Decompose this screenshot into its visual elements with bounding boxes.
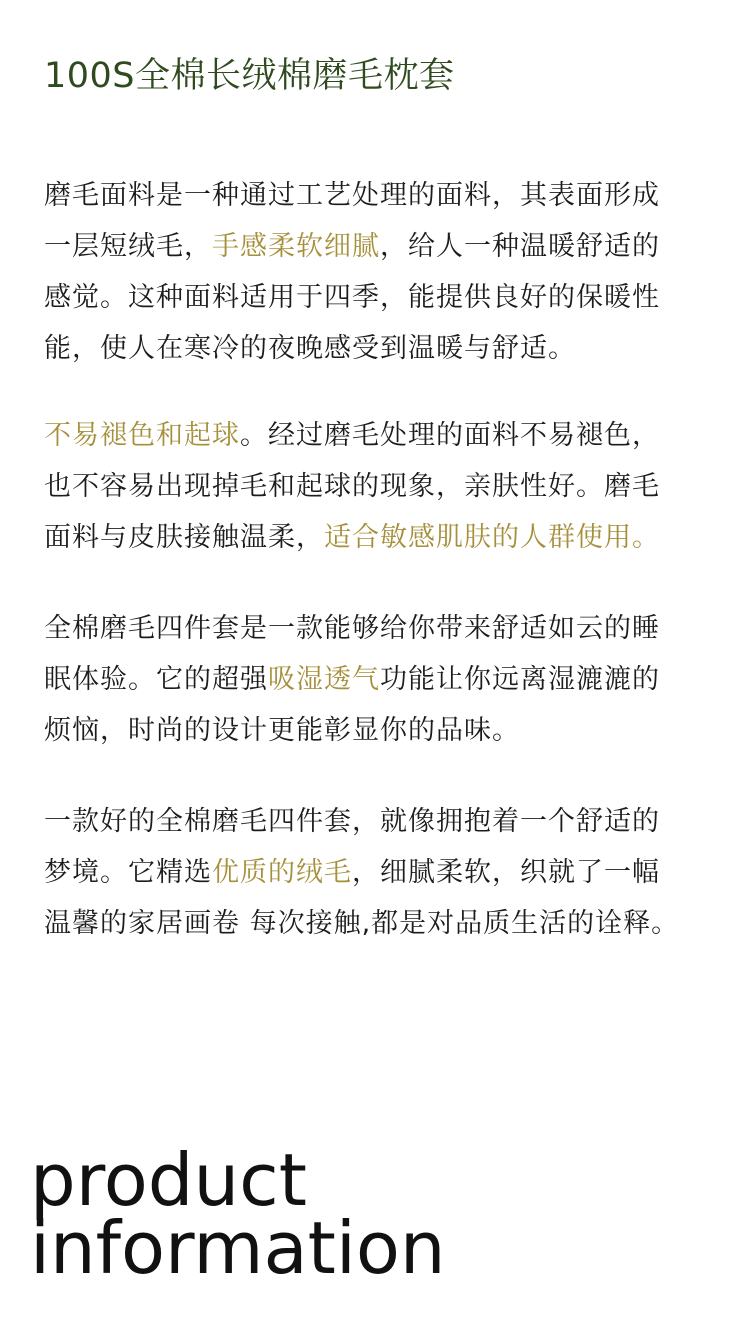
body-text: 一款好的全棉磨毛四件套，就像拥抱着一个舒适的 (44, 806, 660, 837)
product-information-heading (30, 1138, 446, 1290)
body-text: 烦恼，时尚的设计更能彰显你的品味。 (44, 715, 520, 746)
text-line (44, 221, 720, 272)
body-text: ，细腻柔软，织就了一幅 (352, 857, 660, 888)
body-text: 磨毛面料是一种通过工艺处理的面料，其表面形成 (44, 180, 660, 211)
text-line (44, 898, 720, 949)
body-text: 能，使人在寒冷的夜晚感受到温暖与舒适。 (44, 333, 576, 364)
text-line (44, 705, 720, 756)
body-text: 一层短绒毛， (44, 231, 212, 262)
paragraph-brushed-fabric (44, 170, 720, 374)
text-line (44, 847, 720, 898)
paragraph-quality-fleece (44, 796, 720, 949)
body-text: ，给人一种温暖舒适的 (380, 231, 660, 262)
body-text: 眠体验。它的超强 (44, 664, 268, 695)
page-title: 100S全棉长绒棉磨毛枕套 (44, 56, 455, 96)
body-text: 功能让你远离湿漉漉的 (380, 664, 660, 695)
text-line (44, 603, 720, 654)
text-line (44, 410, 720, 461)
body-text: 梦境。它精选 (44, 857, 212, 888)
text-line (44, 654, 720, 705)
product-information-line1: product (30, 1138, 307, 1222)
highlighted-text: 手感柔软细腻 (212, 231, 380, 262)
text-line (44, 170, 720, 221)
text-line (44, 272, 720, 323)
body-text: 。经过磨毛处理的面料不易褪色， (240, 420, 660, 451)
text-line (44, 512, 720, 563)
body-text: 感觉。这种面料适用于四季，能提供良好的保暖性 (44, 282, 660, 313)
paragraph-no-fading-pilling (44, 410, 720, 563)
text-line (44, 323, 720, 374)
paragraph-sleep-experience (44, 603, 720, 756)
body-text: 面料与皮肤接触温柔， (44, 522, 324, 553)
product-information-line2: information (30, 1206, 446, 1290)
body-text: 温馨的家居画卷 每次接触,都是对品质生活的诠释。 (44, 908, 680, 939)
highlighted-text: 不易褪色和起球 (44, 420, 240, 451)
highlighted-text: 吸湿透气 (268, 664, 380, 695)
body-text: 也不容易出现掉毛和起球的现象，亲肤性好。磨毛 (44, 471, 660, 502)
highlighted-text: 适合敏感肌肤的人群使用。 (324, 522, 660, 553)
text-line (44, 796, 720, 847)
body-text: 全棉磨毛四件套是一款能够给你带来舒适如云的睡 (44, 613, 660, 644)
text-line (44, 461, 720, 512)
highlighted-text: 优质的绒毛 (212, 857, 352, 888)
